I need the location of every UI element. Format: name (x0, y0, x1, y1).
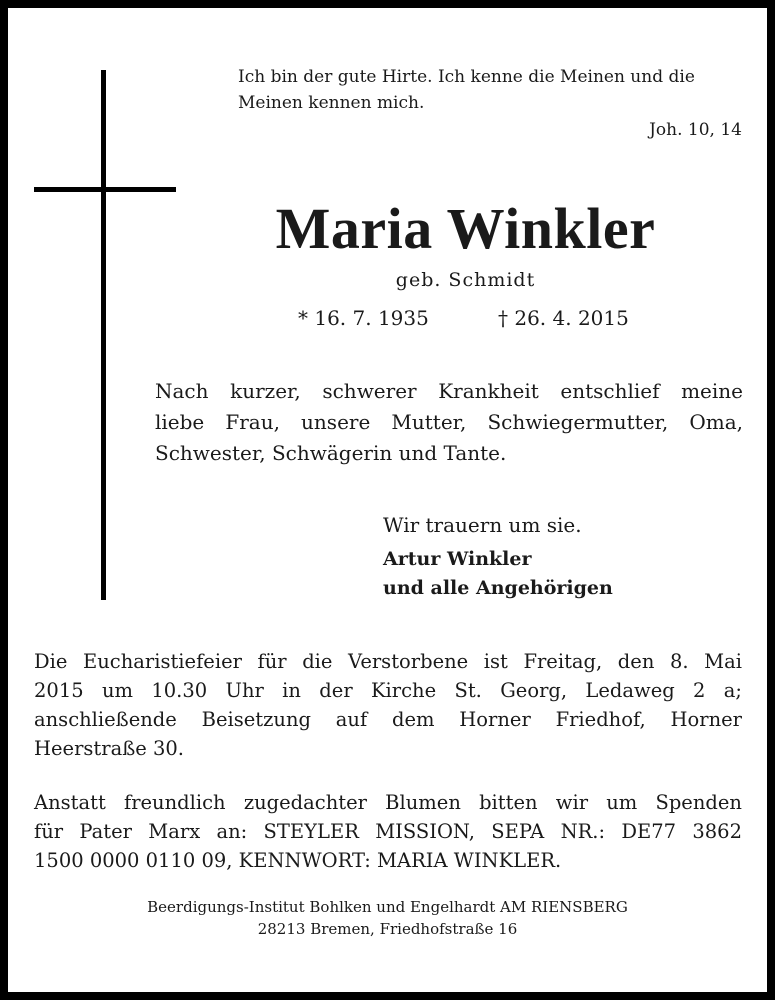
cross-icon (101, 70, 106, 600)
verse-line: Ich bin der gute Hirte. Ich kenne die Meinen und die (238, 67, 695, 87)
notice-line: liebe Frau, unsere Mutter, Schwiegermutter, Oma, (155, 410, 743, 434)
donation-line: Anstatt freundlich zugedachter Blumen bitten wir um Spenden (34, 791, 742, 814)
funeral-home-name: Beerdigungs-Institut Bohlken und Engelhardt AM RIENSBERG (147, 898, 628, 916)
donation-line: 1500 0000 0110 09, KENNWORT: MARIA WINKLER. (34, 849, 562, 872)
service-line: Heerstraße 30. (34, 737, 184, 760)
service-line: anschließende Beisetzung auf dem Horner Friedhof, Horner (34, 708, 742, 731)
bible-verse (238, 64, 750, 116)
donation-info (34, 788, 742, 875)
cross-icon-beam (34, 187, 176, 192)
notice-line: Nach kurzer, schwerer Krankheit entschlief meine (155, 379, 743, 403)
death-date: † 26. 4. 2015 (498, 306, 629, 330)
verse-line: Meinen kennen mich. (238, 93, 425, 113)
birth-date: * 16. 7. 1935 (298, 306, 429, 330)
obituary-notice (8, 8, 767, 992)
service-line: 2015 um 10.30 Uhr in der Kirche St. Georg, Ledaweg 2 a; (34, 679, 742, 702)
signer-name: Artur Winkler (383, 548, 532, 570)
funeral-home-address: 28213 Bremen, Friedhofstraße 16 (257, 920, 518, 938)
death-notice-text (155, 376, 743, 469)
signer-relatives: und alle Angehörigen (383, 577, 613, 599)
service-line: Die Eucharistiefeier für die Verstorbene ist Freitag, den 8. Mai (34, 650, 742, 673)
notice-line: Schwester, Schwägerin und Tante. (155, 441, 507, 465)
mourning-intro: Wir trauern um sie. (383, 513, 582, 537)
service-info (34, 647, 742, 763)
maiden-name: geb. Schmidt (395, 269, 536, 291)
deceased-name: Maria Winkler (275, 196, 656, 261)
donation-line: für Pater Marx an: STEYLER MISSION, SEPA NR.: DE77 3862 (34, 820, 742, 843)
verse-reference: Joh. 10, 14 (649, 120, 742, 140)
